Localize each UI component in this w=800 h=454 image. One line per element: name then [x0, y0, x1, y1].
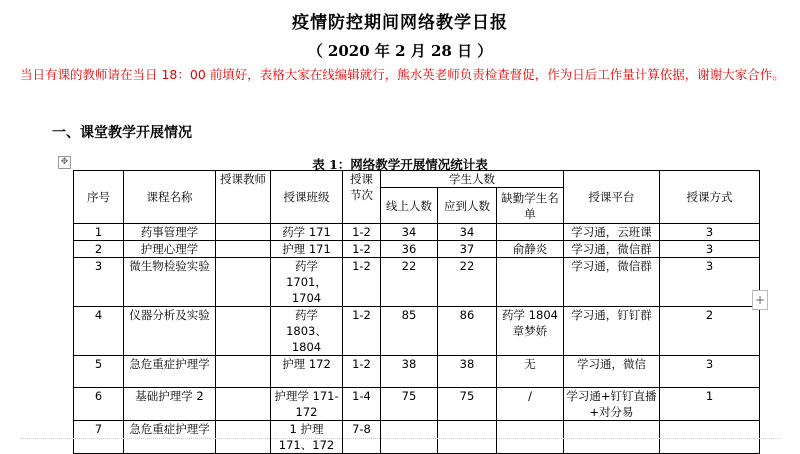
- cell-mode[interactable]: 3: [660, 241, 760, 258]
- cell-course[interactable]: 护理心理学: [124, 241, 216, 258]
- cell-mode[interactable]: 3: [660, 258, 760, 307]
- header-teacher: 授课教师: [216, 171, 271, 224]
- cell-mode[interactable]: 2: [660, 307, 760, 356]
- cell-mode[interactable]: [660, 421, 760, 454]
- cell-seq[interactable]: 1: [74, 224, 124, 241]
- cell-platform[interactable]: 学习通，微信: [564, 356, 660, 388]
- cell-absent[interactable]: [497, 258, 564, 307]
- cell-seq[interactable]: 3: [74, 258, 124, 307]
- cell-teacher[interactable]: [216, 241, 271, 258]
- cell-absent[interactable]: 药学 1804 章梦娇: [497, 307, 564, 356]
- cell-expected[interactable]: 38: [438, 356, 497, 388]
- cell-course[interactable]: 基础护理学 2: [124, 388, 216, 421]
- header-platform: 授课平台: [564, 171, 660, 224]
- table-row: [74, 258, 760, 307]
- table-row: [74, 241, 760, 258]
- cell-expected[interactable]: 37: [438, 241, 497, 258]
- add-column-icon[interactable]: +: [752, 290, 768, 310]
- cell-period[interactable]: 1-4: [343, 388, 381, 421]
- cell-platform[interactable]: [564, 421, 660, 454]
- cell-online[interactable]: 75: [381, 388, 438, 421]
- cell-teacher[interactable]: [216, 224, 271, 241]
- table-move-icon[interactable]: ✥: [58, 156, 71, 169]
- cell-platform[interactable]: 学习通，微信群: [564, 258, 660, 307]
- page-bottom-rule: [20, 438, 780, 439]
- cell-seq[interactable]: 6: [74, 388, 124, 421]
- cell-expected[interactable]: 34: [438, 224, 497, 241]
- cell-absent[interactable]: [497, 224, 564, 241]
- cell-seq[interactable]: 4: [74, 307, 124, 356]
- cell-seq[interactable]: 2: [74, 241, 124, 258]
- table-row: [74, 421, 760, 454]
- cell-absent[interactable]: 俞静炎: [497, 241, 564, 258]
- report-title: 疫情防控期间网络教学日报: [292, 13, 508, 33]
- cell-expected[interactable]: [438, 421, 497, 454]
- cell-mode[interactable]: 1: [660, 388, 760, 421]
- cell-expected[interactable]: 22: [438, 258, 497, 307]
- table-row: [74, 388, 760, 421]
- cell-online[interactable]: 36: [381, 241, 438, 258]
- header-period: 授课节次: [343, 171, 381, 224]
- header-row-1: [74, 171, 760, 188]
- header-seq: 序号: [74, 171, 124, 224]
- header-students: 学生人数: [381, 171, 564, 188]
- header-course: 课程名称: [124, 171, 216, 224]
- cell-expected[interactable]: 75: [438, 388, 497, 421]
- cell-period[interactable]: 1-2: [343, 224, 381, 241]
- table-row: [74, 224, 760, 241]
- header-online: 线上人数: [381, 188, 438, 224]
- cell-mode[interactable]: 3: [660, 356, 760, 388]
- cell-online[interactable]: [381, 421, 438, 454]
- table-row: [74, 307, 760, 356]
- cell-absent[interactable]: 无: [497, 356, 564, 388]
- cell-course[interactable]: 急危重症护理学: [124, 421, 216, 454]
- cell-online[interactable]: 22: [381, 258, 438, 307]
- cell-period[interactable]: 1-2: [343, 307, 381, 356]
- cell-mode[interactable]: 3: [660, 224, 760, 241]
- cell-period[interactable]: 1-2: [343, 356, 381, 388]
- cell-class[interactable]: 药学 1701，1704: [271, 258, 343, 307]
- header-class: 授课班级: [271, 171, 343, 224]
- cell-seq[interactable]: 7: [74, 421, 124, 454]
- cell-online[interactable]: 34: [381, 224, 438, 241]
- cell-teacher[interactable]: [216, 307, 271, 356]
- cell-absent[interactable]: [497, 421, 564, 454]
- cell-class[interactable]: 1 护理 171、172: [271, 421, 343, 454]
- cell-course[interactable]: 药事管理学: [124, 224, 216, 241]
- cell-platform[interactable]: 学习通，钉钉群: [564, 307, 660, 356]
- cell-expected[interactable]: 86: [438, 307, 497, 356]
- cell-seq[interactable]: 5: [74, 356, 124, 388]
- header-mode: 授课方式: [660, 171, 760, 224]
- cell-class[interactable]: 药学 1803、1804: [271, 307, 343, 356]
- report-date: （ 2020 年 2 月 28 日 ）: [307, 42, 493, 60]
- teaching-stats-table: [73, 170, 760, 454]
- cell-online[interactable]: 85: [381, 307, 438, 356]
- cell-course[interactable]: 急危重症护理学: [124, 356, 216, 388]
- cell-teacher[interactable]: [216, 421, 271, 454]
- cell-teacher[interactable]: [216, 388, 271, 421]
- cell-platform[interactable]: 学习通，微信群: [564, 241, 660, 258]
- cell-class[interactable]: 护理 172: [271, 356, 343, 388]
- section-heading: 一、课堂教学开展情况: [52, 125, 192, 141]
- table-row: [74, 356, 760, 388]
- cell-class[interactable]: 护理学 171-172: [271, 388, 343, 421]
- cell-teacher[interactable]: [216, 258, 271, 307]
- header-expected: 应到人数: [438, 188, 497, 224]
- header-absent: 缺勤学生名单: [497, 188, 564, 224]
- table-caption: 表 1：网络教学开展情况统计表: [312, 157, 488, 172]
- cell-class[interactable]: 护理 171: [271, 241, 343, 258]
- cell-period[interactable]: 7-8: [343, 421, 381, 454]
- notice-text: 当日有课的教师请在当日 18：00 前填好，表格大家在线编辑就行，熊水英老师负责检查督促，作为日后工作量计算依据，谢谢大家合作。: [20, 67, 785, 82]
- cell-teacher[interactable]: [216, 356, 271, 388]
- cell-period[interactable]: 1-2: [343, 258, 381, 307]
- cell-platform[interactable]: 学习通，云班课: [564, 224, 660, 241]
- cell-course[interactable]: 仪器分析及实验: [124, 307, 216, 356]
- cell-class[interactable]: 药学 171: [271, 224, 343, 241]
- cell-absent[interactable]: /: [497, 388, 564, 421]
- cell-period[interactable]: 1-2: [343, 241, 381, 258]
- cell-online[interactable]: 38: [381, 356, 438, 388]
- cell-platform[interactable]: 学习通+钉钉直播+对分易: [564, 388, 660, 421]
- cell-course[interactable]: 微生物检验实验: [124, 258, 216, 307]
